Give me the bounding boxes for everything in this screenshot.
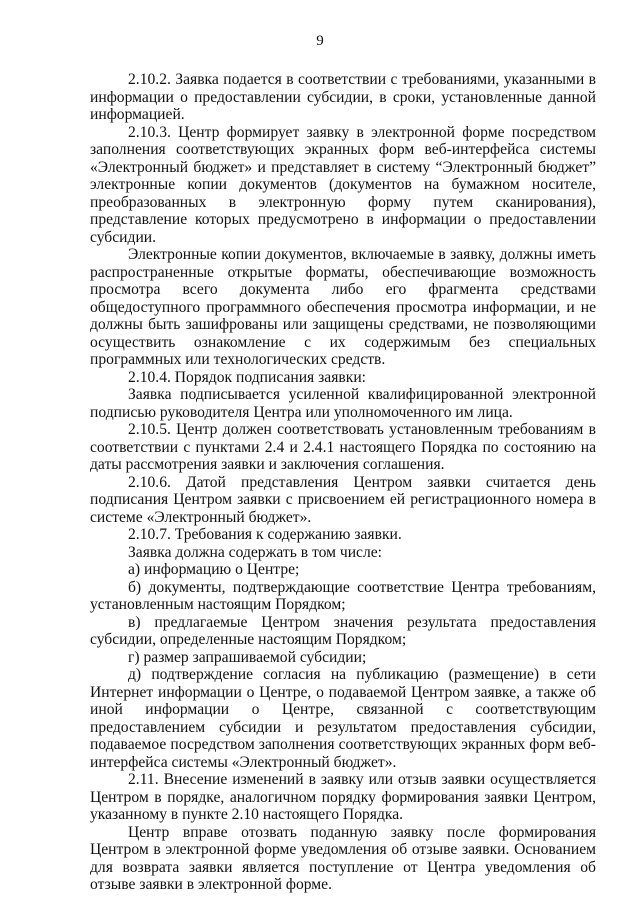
paragraph-signing: Заявка подписывается усиленной квалифицированной электронной подписью руководителя Центра или уполномоченного им лица. <box>90 386 596 421</box>
paragraph-2-10-5: 2.10.5. Центр должен соответствовать установленным требованиям в соответствии с пунктами 2.4 и 2.4.1 настоящего Порядка по состоянию на даты рассмотрения заявки и заключения соглашения. <box>90 421 596 473</box>
list-item-a: а) информацию о Центре; <box>128 561 300 578</box>
paragraph-2-10-3: 2.10.3. Центр формирует заявку в электронной форме посредством заполнения соответствующих экранных форм веб-интерфейса системы «Электронный бюджет» и представляет в систему “Электронный бюджет” электронные копии документов (документов на бумажном носителе, преобразованных в электронную форму путем сканирования), представление которых предусмотрено в информации о предоставлении субсидии. <box>90 123 596 246</box>
list-item-d: д) подтверждение согласия на публикацию (размещение) в сети Интернет информации о Центре, о подаваемой Центром заявке, а также об иной информации о Центре, связанной с соответствующим предоставлением субсидии и результатом предоставления субсидии, подаваемое посредством заполнения соответствующих экранных форм веб-интерфейса системы «Электронный бюджет». <box>90 666 596 771</box>
list-item-v: в) предлагаемые Центром значения результата предоставления субсидии, определенные настоящим Порядком; <box>90 613 596 648</box>
paragraph-2-10-6: 2.10.6. Датой представления Центром заявки считается день подписания Центром заявки с присвоением ей регистрационного номера в системе «Электронный бюджет». <box>90 473 596 526</box>
list-item-g: г) размер запрашиваемой субсидии; <box>128 648 367 666</box>
paragraph-electronic-copies: Электронные копии документов, включаемые в заявку, должны иметь распространенные открытые форматы, обеспечивающие возможность просмотра всего документа либо его фрагмента средствами общедоступного программного обеспечения просмотра информации, и не должны быть зашифрованы или защищены средствами, не позволяющими осуществить ознакомление с их содержимым без специальных программных или технологических средств. <box>90 246 596 368</box>
paragraph-contents-intro: Заявка должна содержать в том числе: <box>128 543 382 561</box>
paragraph-2-11: 2.11. Внесение изменений в заявку или отзыв заявки осуществляется Центром в порядке, аналогичном порядку формирования заявки Центром, указанному в пункте 2.10 настоящего Порядка. <box>90 771 596 823</box>
list-item-b: б) документы, подтверждающие соответствие Центра требованиям, установленным настоящим Порядком; <box>90 578 596 613</box>
paragraph-2-10-2: 2.10.2. Заявка подается в соответствии с требованиями, указанными в информации о предоставлении субсидии, в сроки, установленные данной информацией. <box>90 71 596 123</box>
document-body <box>90 71 596 894</box>
paragraph-withdrawal: Центр вправе отозвать поданную заявку после формирования Центром в электронной форме уведомления об отзыве заявки. Основанием для возврата заявки является поступление от Центра уведомления об отзыве заявки в электронной форме. <box>90 823 596 893</box>
paragraph-2-10-4: 2.10.4. Порядок подписания заявки: <box>128 368 366 386</box>
page-number: 9 <box>316 33 324 49</box>
paragraph-2-10-7: 2.10.7. Требования к содержанию заявки. <box>128 526 402 543</box>
